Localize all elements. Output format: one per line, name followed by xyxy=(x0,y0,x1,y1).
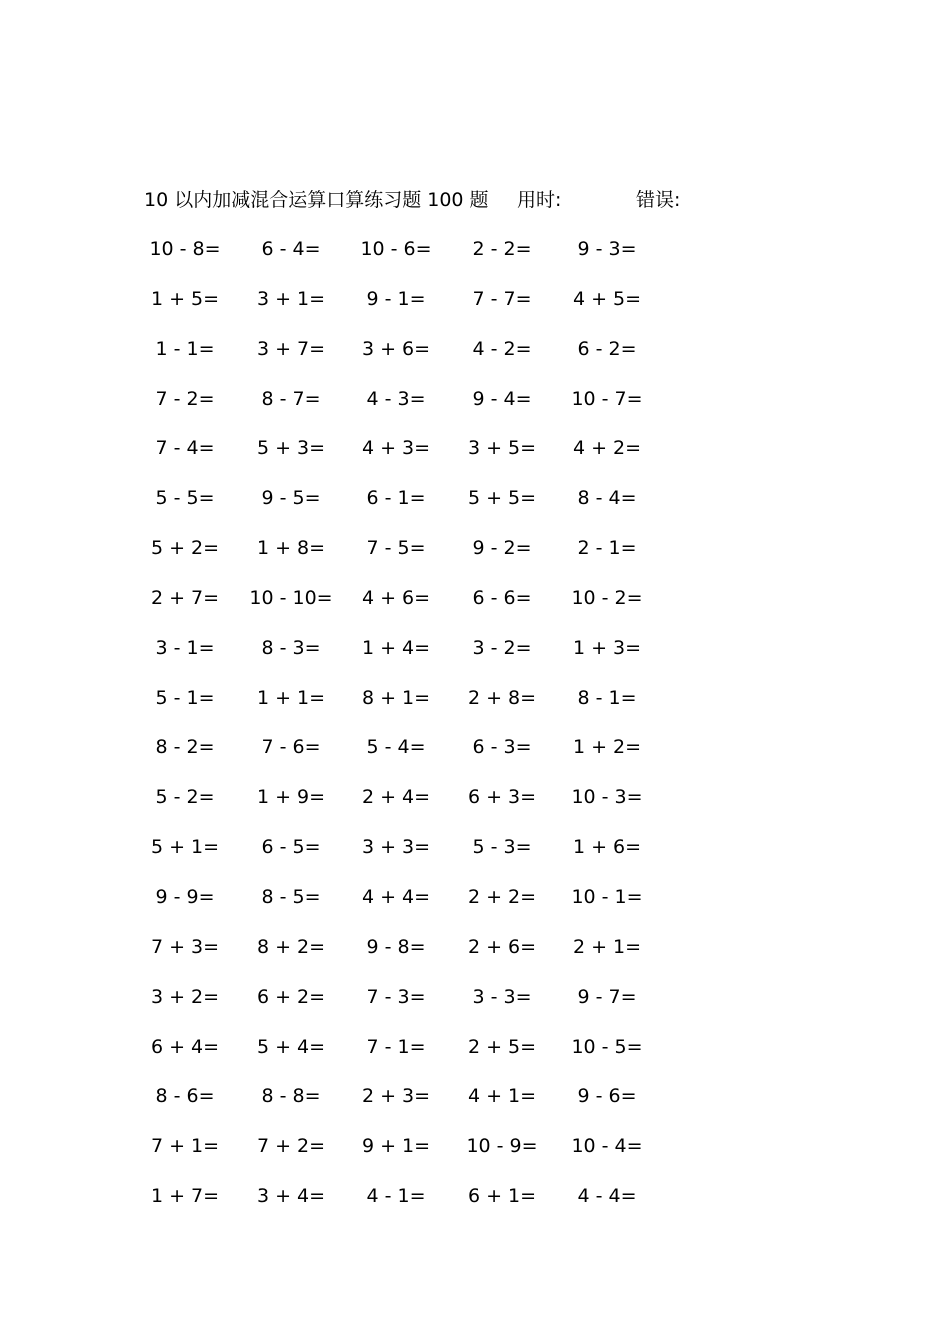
problem-item: 2 - 1= xyxy=(577,537,637,560)
problem-item: 5 - 1= xyxy=(155,686,215,709)
problem-item: 6 - 2= xyxy=(577,337,637,360)
time-used-label: 用时: xyxy=(517,189,562,211)
problem-item: 9 - 3= xyxy=(577,238,637,260)
problem-item: 7 - 6= xyxy=(261,736,321,759)
problem-item: 6 + 3= xyxy=(467,786,537,809)
problem-item: 8 - 4= xyxy=(577,487,637,510)
problem-row xyxy=(130,531,690,581)
worksheet-header xyxy=(144,184,744,216)
problem-item: 3 + 3= xyxy=(361,836,431,859)
problem-item: 6 - 3= xyxy=(472,736,532,759)
problem-item: 7 - 4= xyxy=(155,437,215,460)
problem-item: 3 - 3= xyxy=(472,985,532,1008)
problem-item: 7 + 2= xyxy=(256,1135,326,1158)
problem-row xyxy=(130,880,690,930)
problem-item: 2 + 5= xyxy=(467,1035,537,1058)
problem-item: 2 + 1= xyxy=(572,935,642,958)
problem-item: 2 - 2= xyxy=(472,238,532,260)
problem-item: 8 - 1= xyxy=(577,686,637,709)
problem-item: 6 - 4= xyxy=(261,238,321,260)
problem-item: 7 - 3= xyxy=(366,985,426,1008)
problem-item: 6 - 6= xyxy=(472,586,532,609)
problem-row xyxy=(130,780,690,830)
problem-item: 10 - 4= xyxy=(571,1135,643,1158)
problem-row xyxy=(130,232,690,282)
problem-item: 1 + 5= xyxy=(150,287,220,310)
problem-item: 9 - 1= xyxy=(366,287,426,310)
problem-item: 7 + 1= xyxy=(150,1135,220,1158)
problem-item: 5 + 4= xyxy=(256,1035,326,1058)
problem-row xyxy=(130,1129,690,1179)
problem-item: 7 - 7= xyxy=(472,287,532,310)
problem-item: 10 - 8= xyxy=(149,238,221,260)
problem-item: 4 - 2= xyxy=(472,337,532,360)
problem-item: 3 + 5= xyxy=(467,437,537,460)
problem-item: 10 - 7= xyxy=(571,387,643,410)
problem-item: 1 + 1= xyxy=(256,686,326,709)
problem-item: 10 - 3= xyxy=(571,786,643,809)
problem-item: 6 - 5= xyxy=(261,836,321,859)
problem-item: 6 + 4= xyxy=(150,1035,220,1058)
problem-item: 3 + 6= xyxy=(361,337,431,360)
problem-item: 1 + 7= xyxy=(150,1185,220,1208)
problem-item: 5 + 2= xyxy=(150,537,220,560)
problem-row xyxy=(130,332,690,382)
problem-item: 3 + 1= xyxy=(256,287,326,310)
problem-item: 9 + 1= xyxy=(361,1135,431,1158)
problem-item: 10 - 5= xyxy=(571,1035,643,1058)
problem-row xyxy=(130,631,690,681)
problem-item: 8 - 8= xyxy=(261,1085,321,1108)
problem-item: 5 + 5= xyxy=(467,487,537,510)
problem-item: 2 + 7= xyxy=(150,586,220,609)
problem-item: 10 - 2= xyxy=(571,586,643,609)
problem-item: 8 - 7= xyxy=(261,387,321,410)
problem-row xyxy=(130,681,690,731)
problem-item: 8 - 3= xyxy=(261,636,321,659)
problem-item: 4 - 3= xyxy=(366,387,426,410)
problem-row xyxy=(130,730,690,780)
error-count-label: 错误: xyxy=(636,189,681,211)
problem-item: 2 + 4= xyxy=(361,786,431,809)
problem-row xyxy=(130,431,690,481)
problem-item: 4 + 2= xyxy=(572,437,642,460)
problem-item: 9 - 8= xyxy=(366,935,426,958)
problem-item: 3 - 2= xyxy=(472,636,532,659)
problem-item: 5 + 1= xyxy=(150,836,220,859)
problem-item: 7 + 3= xyxy=(150,935,220,958)
problem-item: 4 + 5= xyxy=(572,287,642,310)
problem-item: 9 - 4= xyxy=(472,387,532,410)
problem-item: 4 - 4= xyxy=(577,1185,637,1208)
problem-item: 8 + 1= xyxy=(361,686,431,709)
problem-item: 10 - 10= xyxy=(249,586,333,609)
problem-item: 9 - 9= xyxy=(155,885,215,908)
problem-item: 3 + 4= xyxy=(256,1185,326,1208)
problem-item: 7 - 2= xyxy=(155,387,215,410)
problem-item: 2 + 8= xyxy=(467,686,537,709)
problem-item: 6 + 2= xyxy=(256,985,326,1008)
problem-item: 4 + 4= xyxy=(361,885,431,908)
problem-item: 1 + 2= xyxy=(572,736,642,759)
problem-item: 7 - 1= xyxy=(366,1035,426,1058)
problem-item: 8 + 2= xyxy=(256,935,326,958)
problem-row xyxy=(130,1179,690,1229)
problem-item: 1 + 4= xyxy=(361,636,431,659)
problem-row xyxy=(130,1030,690,1080)
problem-item: 8 - 2= xyxy=(155,736,215,759)
problem-item: 9 - 6= xyxy=(577,1085,637,1108)
problem-item: 5 - 2= xyxy=(155,786,215,809)
problem-item: 7 - 5= xyxy=(366,537,426,560)
problem-row xyxy=(130,1079,690,1129)
problem-item: 3 + 2= xyxy=(150,985,220,1008)
worksheet-title: 10 以内加减混合运算口算练习题 100 题 xyxy=(144,189,489,211)
problem-item: 2 + 6= xyxy=(467,935,537,958)
problem-row xyxy=(130,382,690,432)
problem-item: 1 + 6= xyxy=(572,836,642,859)
problem-item: 5 - 4= xyxy=(366,736,426,759)
problem-item: 1 - 1= xyxy=(155,337,215,360)
problem-item: 3 + 7= xyxy=(256,337,326,360)
problem-row xyxy=(130,282,690,332)
problem-item: 4 - 1= xyxy=(366,1185,426,1208)
problem-item: 9 - 5= xyxy=(261,487,321,510)
problem-item: 10 - 9= xyxy=(466,1135,538,1158)
problem-item: 5 - 5= xyxy=(155,487,215,510)
problem-row xyxy=(130,481,690,531)
problem-item: 5 - 3= xyxy=(472,836,532,859)
problem-item: 2 + 3= xyxy=(361,1085,431,1108)
problem-item: 1 + 8= xyxy=(256,537,326,560)
problem-item: 10 - 6= xyxy=(360,238,432,260)
problem-item: 4 + 1= xyxy=(467,1085,537,1108)
problem-item: 1 + 3= xyxy=(572,636,642,659)
problem-grid xyxy=(130,232,690,1229)
problem-item: 9 - 2= xyxy=(472,537,532,560)
problem-item: 2 + 2= xyxy=(467,885,537,908)
problem-item: 10 - 1= xyxy=(571,885,643,908)
problem-item: 4 + 3= xyxy=(361,437,431,460)
problem-item: 6 - 1= xyxy=(366,487,426,510)
problem-item: 1 + 9= xyxy=(256,786,326,809)
problem-row xyxy=(130,830,690,880)
problem-item: 4 + 6= xyxy=(361,586,431,609)
problem-item: 8 - 6= xyxy=(155,1085,215,1108)
problem-item: 3 - 1= xyxy=(155,636,215,659)
problem-item: 9 - 7= xyxy=(577,985,637,1008)
problem-row xyxy=(130,980,690,1030)
problem-row xyxy=(130,581,690,631)
problem-item: 6 + 1= xyxy=(467,1185,537,1208)
problem-row xyxy=(130,930,690,980)
problem-item: 8 - 5= xyxy=(261,885,321,908)
problem-item: 5 + 3= xyxy=(256,437,326,460)
